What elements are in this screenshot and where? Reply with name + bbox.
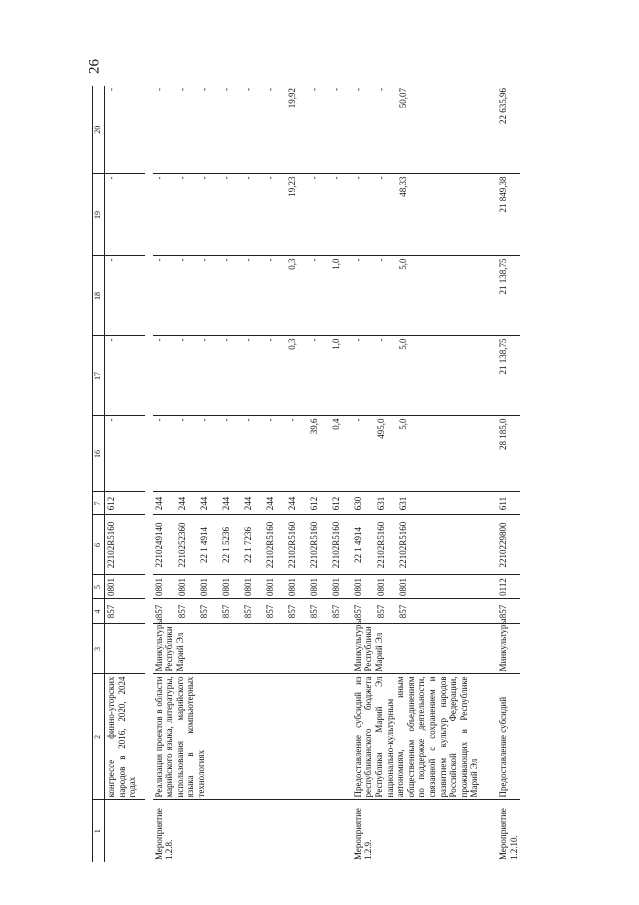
cell-amount: - <box>220 336 242 416</box>
cell-amount: 21 138,75 <box>497 336 520 416</box>
cell-activity <box>330 800 352 862</box>
cell-amount: - <box>375 174 397 256</box>
cell-amount: 39,6 <box>308 416 330 492</box>
cell-section: 0801 <box>153 575 176 599</box>
column-header: 20 <box>93 86 105 174</box>
cell-section: 0801 <box>105 575 145 599</box>
cell-target-article: 22 1 4914 <box>198 515 220 575</box>
cell-grbs: 857 <box>198 599 220 624</box>
rotated-table-wrapper <box>92 86 529 862</box>
cell-section: 0801 <box>176 575 198 599</box>
cell-amount: - <box>308 86 330 174</box>
cell-amount: - <box>105 86 145 174</box>
cell-amount: - <box>153 174 176 256</box>
cell-executor <box>286 624 308 674</box>
cell-amount: - <box>242 416 264 492</box>
cell-executor <box>153 618 185 674</box>
cell-target-article: 22102R5160 <box>286 515 308 575</box>
cell-expense-type: 612 <box>308 492 330 515</box>
cell-amount: - <box>330 86 352 174</box>
cell-amount: 21 138,75 <box>497 256 520 336</box>
table-row <box>308 86 330 862</box>
cell-grbs: 857 <box>176 599 198 624</box>
cell-amount: - <box>242 86 264 174</box>
cell-section: 0112 <box>497 575 520 599</box>
cell-amount: - <box>105 416 145 492</box>
cell-target-article: 2210252360 <box>176 515 198 575</box>
cell-activity <box>264 800 286 862</box>
cell-grbs: 857 <box>397 599 497 624</box>
column-header: 18 <box>93 256 105 336</box>
cell-expense-type: 244 <box>286 492 308 515</box>
cell-expense-type: 611 <box>497 492 520 515</box>
cell-executor <box>264 624 286 674</box>
cell-activity <box>242 800 264 862</box>
cell-activity <box>397 800 497 862</box>
cell-executor <box>308 624 330 674</box>
cell-amount: 1,0 <box>330 336 352 416</box>
cell-grbs: 857 <box>308 599 330 624</box>
cell-target-article: 22102R5160 <box>308 515 330 575</box>
budget-table <box>92 86 520 862</box>
table-row <box>153 86 176 862</box>
cell-amount: - <box>176 86 198 174</box>
cell-executor <box>397 624 497 674</box>
column-header: 4 <box>93 599 105 624</box>
table-row <box>352 86 375 862</box>
cell-grbs: 857 <box>220 599 242 624</box>
cell-grbs: 857 <box>153 599 176 624</box>
cell-amount: 5,0 <box>397 336 497 416</box>
cell-amount: - <box>198 86 220 174</box>
cell-target-article: 22102R5160 <box>397 515 497 575</box>
cell-amount: 0,3 <box>286 336 308 416</box>
cell-amount: - <box>176 256 198 336</box>
cell-description <box>242 674 264 800</box>
cell-amount: 19,23 <box>286 174 308 256</box>
column-header: 1 <box>93 800 105 862</box>
cell-executor-text: Минкультуры Республики Марий Эл <box>352 618 384 672</box>
cell-description: Предоставление субсидий <box>497 674 520 800</box>
table-row <box>264 86 286 862</box>
cell-amount: - <box>176 336 198 416</box>
cell-description <box>220 674 242 800</box>
cell-expense-type: 630 <box>352 492 375 515</box>
cell-executor <box>198 624 220 674</box>
cell-expense-type: 244 <box>220 492 242 515</box>
cell-amount: - <box>176 416 198 492</box>
cell-activity <box>286 800 308 862</box>
cell-description <box>330 674 352 800</box>
cell-executor <box>220 624 242 674</box>
cell-amount: 5,0 <box>397 416 497 492</box>
column-header: 5 <box>93 575 105 599</box>
cell-amount: - <box>198 416 220 492</box>
cell-grbs: 857 <box>375 599 397 624</box>
column-header: 17 <box>93 336 105 416</box>
table-row <box>242 86 264 862</box>
cell-description <box>308 674 330 800</box>
column-header: 19 <box>93 174 105 256</box>
cell-amount: 50,07 <box>397 86 497 174</box>
cell-amount: - <box>330 174 352 256</box>
page-number: 26 <box>86 59 103 74</box>
cell-grbs: 857 <box>105 599 145 624</box>
cell-expense-type: 612 <box>105 492 145 515</box>
cell-activity: Мероприятие 1.2.9. <box>352 808 374 860</box>
cell-amount: - <box>105 256 145 336</box>
cell-activity <box>220 800 242 862</box>
cell-expense-type: 244 <box>153 492 176 515</box>
cell-description-text: Предоставление субсидий из республиканского бюджета Республики Марий Эл национально-культурным автономиям, иным общественным объединениям по поддержке деятельности, связанной с сохранением и развитием культур народов Российской Федерации, проживающих в Республике Марий Эл <box>352 676 480 798</box>
cell-executor-text: Минкультуры Республики Марий Эл <box>153 618 185 672</box>
cell-expense-type: 631 <box>375 492 397 515</box>
cell-amount: 28 185,0 <box>497 416 520 492</box>
cell-activity <box>308 800 330 862</box>
cell-amount: - <box>264 86 286 174</box>
cell-description <box>352 674 480 800</box>
cell-amount: - <box>176 174 198 256</box>
cell-amount: - <box>153 86 176 174</box>
cell-target-article: 2210229800 <box>497 515 520 575</box>
cell-amount: - <box>375 256 397 336</box>
cell-section: 0801 <box>375 575 397 599</box>
cell-target-article: 22 1 7236 <box>242 515 264 575</box>
table-row <box>105 86 145 862</box>
cell-amount: - <box>198 174 220 256</box>
cell-amount: - <box>264 174 286 256</box>
cell-amount: - <box>220 256 242 336</box>
cell-amount: 21 849,38 <box>497 174 520 256</box>
cell-activity: Мероприятие 1.2.10. <box>497 808 519 860</box>
table-row <box>286 86 308 862</box>
cell-amount: - <box>220 86 242 174</box>
cell-grbs: 857 <box>330 599 352 624</box>
cell-target-article: 22102R5160 <box>264 515 286 575</box>
cell-amount: - <box>308 336 330 416</box>
cell-expense-type: 244 <box>242 492 264 515</box>
cell-description <box>153 674 206 800</box>
cell-activity: Мероприятие 1.2.8. <box>153 808 175 860</box>
column-header: 7 <box>93 492 105 515</box>
cell-amount: - <box>153 256 176 336</box>
cell-expense-type: 244 <box>176 492 198 515</box>
cell-executor <box>330 624 352 674</box>
column-header: 3 <box>93 624 105 674</box>
table-row <box>220 86 242 862</box>
cell-target-article: 22 1 4914 <box>352 515 375 575</box>
cell-amount: 1,0 <box>330 256 352 336</box>
column-header: 6 <box>93 515 105 575</box>
cell-amount: 48,33 <box>397 174 497 256</box>
cell-amount: 22 635,96 <box>497 86 520 174</box>
cell-section: 0801 <box>330 575 352 599</box>
cell-amount: - <box>352 86 375 174</box>
table-row <box>330 86 352 862</box>
cell-executor <box>352 618 384 674</box>
cell-description <box>264 674 286 800</box>
cell-expense-type: 631 <box>397 492 497 515</box>
cell-amount: 0,4 <box>330 416 352 492</box>
cell-amount: - <box>375 86 397 174</box>
cell-amount: - <box>198 256 220 336</box>
cell-amount: - <box>198 336 220 416</box>
row-gap <box>145 86 153 862</box>
cell-target-article: 22102R5160 <box>105 515 145 575</box>
cell-amount: - <box>220 416 242 492</box>
cell-grbs: 857 <box>286 599 308 624</box>
cell-amount: - <box>242 256 264 336</box>
cell-activity <box>375 800 397 862</box>
cell-amount: - <box>105 336 145 416</box>
cell-target-article: 2210249140 <box>153 515 176 575</box>
cell-amount: 19,92 <box>286 86 308 174</box>
column-header: 16 <box>93 416 105 492</box>
cell-section: 0801 <box>198 575 220 599</box>
cell-section: 0801 <box>308 575 330 599</box>
cell-section: 0801 <box>242 575 264 599</box>
cell-activity <box>176 800 198 862</box>
cell-amount: - <box>264 336 286 416</box>
cell-expense-type: 612 <box>330 492 352 515</box>
cell-amount: 0,3 <box>286 256 308 336</box>
cell-amount: - <box>286 416 308 492</box>
cell-target-article: 22102R5160 <box>375 515 397 575</box>
column-header: 2 <box>93 674 105 800</box>
cell-amount: - <box>105 174 145 256</box>
cell-section: 0801 <box>264 575 286 599</box>
table-row <box>497 86 520 862</box>
header-row <box>93 86 105 862</box>
cell-executor: Минкультуры <box>497 624 520 674</box>
cell-description <box>286 674 308 800</box>
cell-section: 0801 <box>352 575 375 599</box>
cell-amount: - <box>375 336 397 416</box>
cell-description-text: Реализация проектов в области марийского языка, литературы, использования марийского языка в компьютерных технологиях <box>153 676 206 798</box>
cell-grbs: 857 <box>264 599 286 624</box>
cell-amount: 5,0 <box>397 256 497 336</box>
cell-amount: 495,0 <box>375 416 397 492</box>
cell-expense-type: 244 <box>264 492 286 515</box>
cell-grbs: 857 <box>497 599 520 624</box>
cell-amount: - <box>352 416 375 492</box>
cell-target-article: 22 1 5236 <box>220 515 242 575</box>
cell-amount: - <box>352 336 375 416</box>
cell-target-article: 22102R5160 <box>330 515 352 575</box>
cell-expense-type: 244 <box>198 492 220 515</box>
cell-amount: - <box>242 174 264 256</box>
cell-description: конгрессе финно-угорских народов в 2016, 2020, 2024 годах <box>105 674 145 800</box>
cell-executor <box>242 624 264 674</box>
cell-amount: - <box>153 336 176 416</box>
cell-section: 0801 <box>286 575 308 599</box>
cell-section: 0801 <box>397 575 497 599</box>
cell-amount: - <box>308 256 330 336</box>
cell-amount: - <box>352 174 375 256</box>
cell-activity <box>198 800 220 862</box>
cell-amount: - <box>220 174 242 256</box>
cell-amount: - <box>308 174 330 256</box>
cell-executor <box>105 624 145 674</box>
cell-grbs: 857 <box>352 599 375 624</box>
cell-amount: - <box>352 256 375 336</box>
cell-grbs: 857 <box>242 599 264 624</box>
cell-section: 0801 <box>220 575 242 599</box>
cell-amount: - <box>264 256 286 336</box>
cell-activity <box>105 800 145 862</box>
cell-amount: - <box>153 416 176 492</box>
cell-amount: - <box>242 336 264 416</box>
cell-amount: - <box>264 416 286 492</box>
